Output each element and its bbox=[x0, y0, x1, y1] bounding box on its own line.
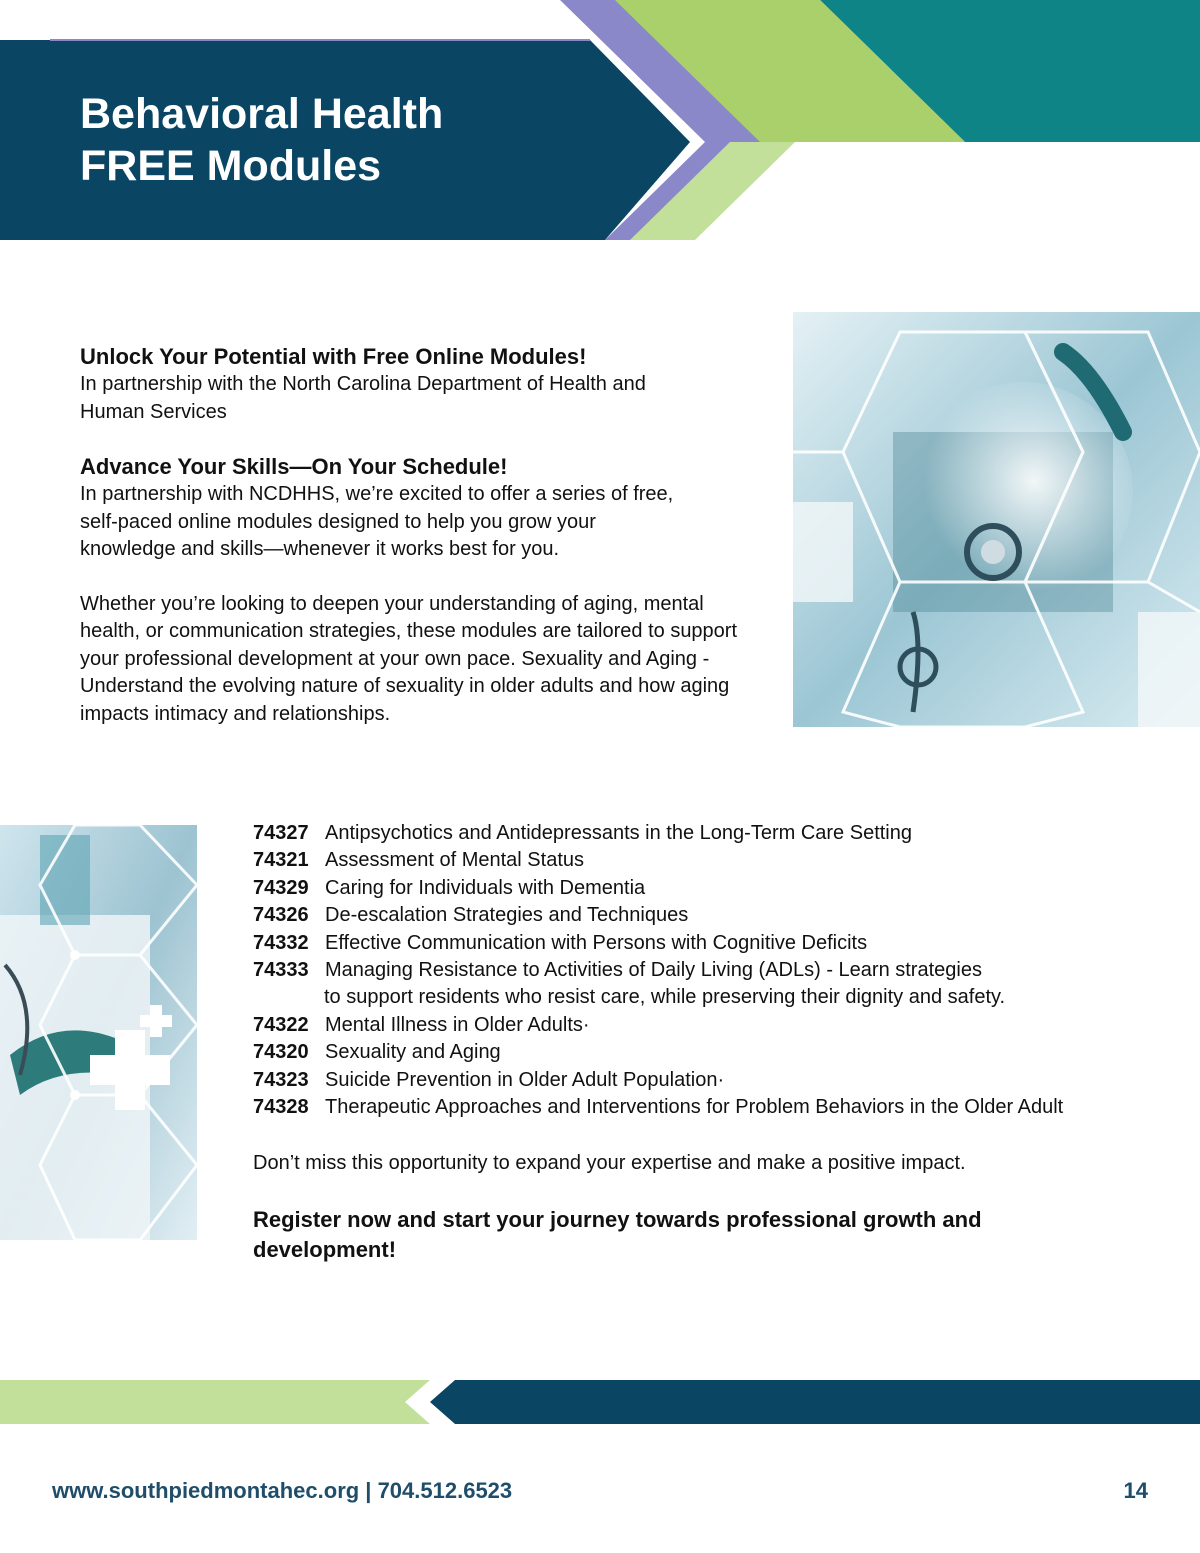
module-code: 74322 bbox=[253, 1013, 309, 1036]
footer-lime-band bbox=[0, 1380, 430, 1424]
module-title: Managing Resistance to Activities of Daily Living (ADLs) - Learn strategies bbox=[325, 959, 982, 982]
module-code: 74320 bbox=[253, 1041, 309, 1064]
module-item bbox=[253, 930, 1173, 957]
cta-register-text: Register now and start your journey towards professional growth and development! bbox=[253, 1207, 982, 1262]
module-title: Suicide Prevention in Older Adult Population· bbox=[325, 1068, 725, 1091]
module-item bbox=[253, 1012, 1173, 1039]
module-code: 74323 bbox=[253, 1068, 309, 1091]
module-title: Assessment of Mental Status bbox=[325, 849, 585, 872]
module-item bbox=[253, 1067, 1173, 1094]
page-title-line2: FREE Modules bbox=[80, 142, 382, 190]
module-code: 74321 bbox=[253, 849, 309, 872]
intro-details-text: Whether you’re looking to deepen your understanding of aging, mental health, or communication strategies, these modules are tailored to support your professional development at your own pace. Sexuality and Aging - Understand the evolving nature of sexuality in older adults and how aging impacts intimacy and relationships. bbox=[80, 592, 738, 725]
cta-opportunity-text: Don’t miss this opportunity to expand your expertise and make a positive impact. bbox=[253, 1152, 966, 1174]
intro-heading-skills: Advance Your Skills—On Your Schedule! bbox=[80, 454, 508, 479]
module-item bbox=[253, 1039, 1173, 1066]
module-code: 74328 bbox=[253, 1096, 309, 1119]
intro-heading-potential: Unlock Your Potential with Free Online Modules! bbox=[80, 344, 587, 369]
doctor-collage-photo bbox=[0, 825, 197, 1240]
module-code: 74326 bbox=[253, 904, 309, 927]
intro-partnership-text: In partnership with the North Carolina Department of Health and Human Services bbox=[80, 373, 646, 423]
medical-hexagon-collage-icon bbox=[793, 312, 1200, 727]
module-item bbox=[253, 957, 1173, 984]
intro-offer-text: In partnership with NCDHHS, we’re excited to offer a series of free, self-paced online modules designed to help you grow your knowledge and skills—whenever it works best for you. bbox=[80, 483, 674, 560]
module-title-continuation: to support residents who resist care, while preserving their dignity and safety. bbox=[324, 986, 1006, 1009]
page-title-line1: Behavioral Health bbox=[80, 90, 444, 138]
footer-band bbox=[0, 1380, 1200, 1428]
module-item bbox=[253, 847, 1173, 874]
module-title: Sexuality and Aging bbox=[325, 1041, 501, 1064]
module-title: Caring for Individuals with Dementia bbox=[325, 876, 646, 899]
module-code: 74327 bbox=[253, 822, 309, 844]
module-title: Effective Communication with Persons with Cognitive Deficits bbox=[325, 931, 868, 954]
module-item bbox=[253, 820, 1173, 847]
page-title bbox=[80, 88, 443, 192]
module-list bbox=[253, 820, 1173, 1121]
module-item bbox=[253, 1094, 1173, 1121]
module-code: 74332 bbox=[253, 931, 309, 954]
page-number: 14 bbox=[1123, 1478, 1148, 1503]
module-title: Mental Illness in Older Adults· bbox=[325, 1013, 590, 1036]
footer-contact[interactable]: www.southpiedmontahec.org | 704.512.6523 bbox=[52, 1478, 513, 1503]
module-code: 74329 bbox=[253, 876, 309, 899]
module-title: De-escalation Strategies and Techniques bbox=[325, 904, 689, 927]
module-title: Antipsychotics and Antidepressants in the Long-Term Care Setting bbox=[325, 822, 912, 844]
module-item bbox=[253, 875, 1173, 902]
intro-section bbox=[80, 343, 780, 728]
module-title: Therapeutic Approaches and Interventions for Problem Behaviors in the Older Adult bbox=[325, 1096, 1064, 1119]
doctor-hexagon-collage-icon bbox=[0, 825, 197, 1240]
medical-collage-photo bbox=[793, 312, 1200, 727]
footer-navy-band bbox=[430, 1380, 1200, 1424]
module-item bbox=[253, 902, 1173, 929]
module-code: 74333 bbox=[253, 959, 309, 982]
